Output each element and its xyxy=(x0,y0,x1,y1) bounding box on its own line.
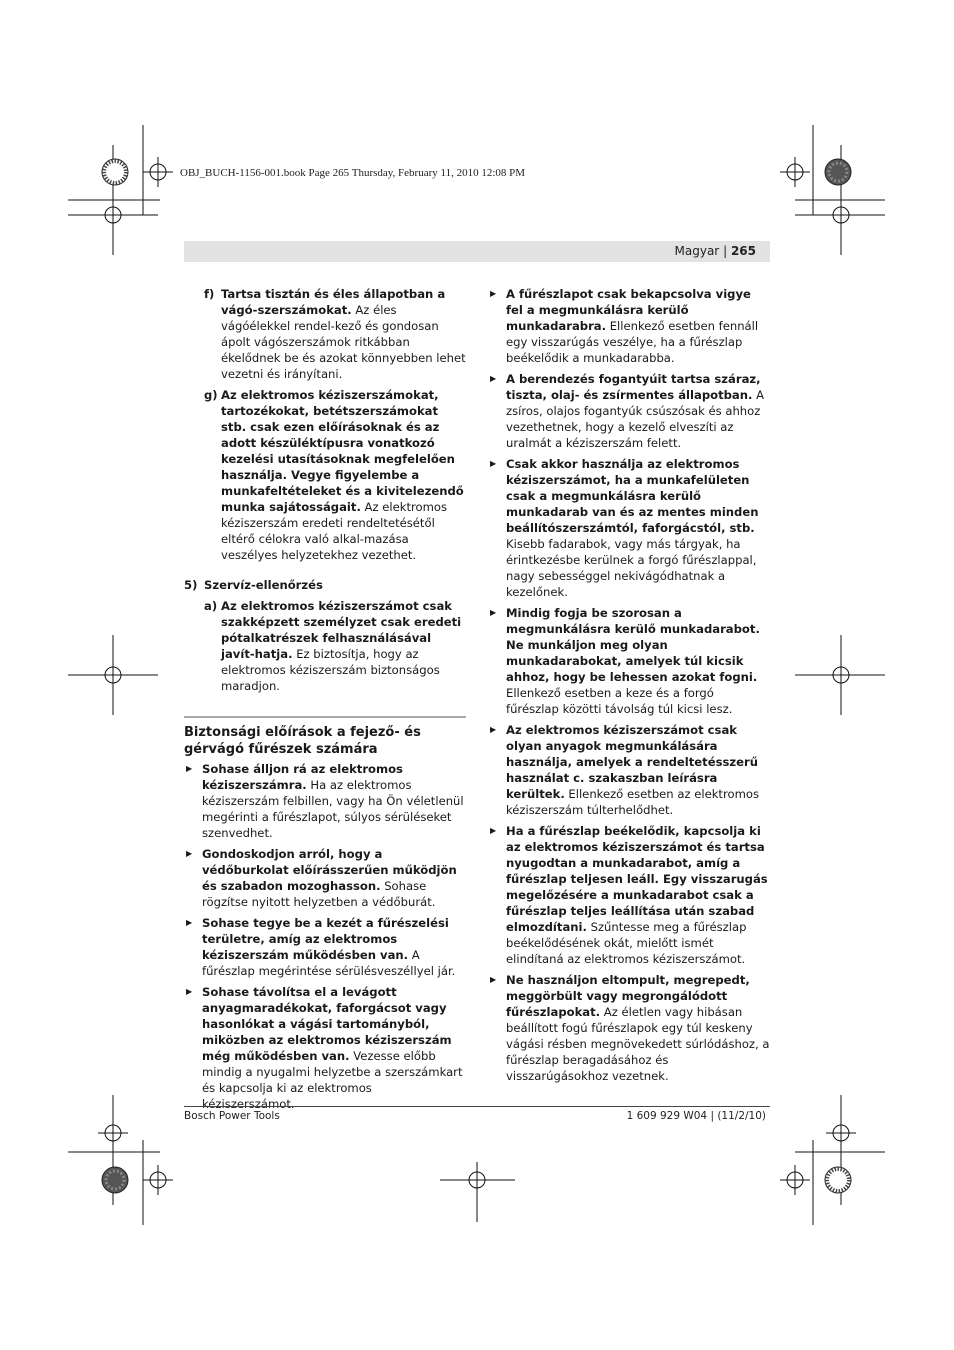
bullet-icon: ▶ xyxy=(490,975,497,984)
header-separator: | xyxy=(723,244,728,258)
bullet-icon: ▶ xyxy=(490,289,497,298)
bullet-bold-text: A berendezés fogantyúit tartsa száraz, tiszta, olaj- és zsírmentes állapotban. xyxy=(506,372,761,402)
bullet-icon: ▶ xyxy=(186,918,193,927)
bullet-text: A fűrészlap megérintése sérülésveszéllyel jár. xyxy=(202,948,456,978)
header-text xyxy=(675,244,756,258)
bullet-text: Ha az elektromos kéziszerszám felbillen, vagy ha Ön véletlenül megérinti a fűrészlapot, súlyos sérüléseket szenvedhet. xyxy=(202,778,464,840)
item-marker: a) xyxy=(204,599,218,613)
bullet-text: Ellenkező esetben a keze és a forgó fűrészlap közötti távolság túl kicsi lesz. xyxy=(506,686,733,716)
item-text: Az éles vágóélekkel rendel-kező és gondosan ápolt vágószerszámok ritkábban ékelődnek be és azokat könnyebben lehet vezetni és irányítani. xyxy=(221,303,466,381)
section-5-title: Szervíz-ellenőrzés xyxy=(204,578,323,592)
list-item xyxy=(184,598,466,694)
bullet-item xyxy=(488,456,770,600)
bullet-bold-text: Az elektromos kéziszerszámot csak olyan anyagok megmunkálására használja, amelyek a rendeltetésszerű használat c. szakaszban leírásra kerültek. xyxy=(506,723,758,801)
section-marker: 5) xyxy=(184,578,198,592)
bullet-bold-text: Ha a fűrészlap beékelődik, kapcsolja ki az elektromos kéziszerszámot és tartsa nyugodtan a munkadarabot, amíg a fűrészlap teljesen leáll. Egy visszarugás megelőzésére a munkadarabot csak a fűrészlap teljes leállítása után szabad elmozdítani. xyxy=(506,824,768,934)
bullet-text: Ellenkező esetben fennáll egy visszarúgás veszélye, ha a fűrészlap beékelődik a munkadarabba. xyxy=(506,319,759,365)
footer-divider xyxy=(184,1106,770,1107)
section-divider xyxy=(184,716,466,718)
bullet-item xyxy=(184,915,466,979)
bullet-text: Az életlen vagy hibásan beállított fogú fűrészlapok egy túl keskeny vágási résben megnövekedett súrlódáshoz, a fűrészlap beragadásához és visszarúgásokhoz vezetnek. xyxy=(506,1005,770,1083)
footer-brand: Bosch Power Tools xyxy=(184,1110,280,1122)
page-number: 265 xyxy=(730,244,756,258)
bullet-icon: ▶ xyxy=(490,725,497,734)
item-text: Az elektromos kéziszerszám eredeti rendeltetésétől eltérő célokra való alkal-mazása veszélyes helyzetekhez vezethet. xyxy=(221,500,448,562)
item-bold-text: Tartsa tisztán és éles állapotban a vágó-szerszámokat. xyxy=(221,287,446,317)
bullet-bold-text: Csak akkor használja az elektromos kéziszerszámot, ha a munkafelületen csak a megmunkálásra kerülő munkadarab van és az mentes minden beállítószerszámtól, faforgácstól, stb. xyxy=(506,457,759,535)
bullet-bold-text: Sohase távolítsa el a levágott anyagmaradékokat, faforgácsot vagy hasonlókat a vágási tartományból, miközben az elektromos kéziszerszám még működésben van. xyxy=(202,985,452,1063)
bullet-icon: ▶ xyxy=(490,374,497,383)
item-text: Ez biztosítja, hogy az elektromos kéziszerszám biztonságos maradjon. xyxy=(221,647,440,693)
bullet-bold-text: Sohase tegye be a kezét a fűrészelési területre, amíg az elektromos kéziszerszám működésben van. xyxy=(202,916,449,962)
right-column xyxy=(488,286,770,1089)
bullet-item xyxy=(184,761,466,841)
bullet-item xyxy=(184,846,466,910)
bullet-item xyxy=(488,722,770,818)
bullet-icon: ▶ xyxy=(186,849,193,858)
header-language: Magyar xyxy=(674,244,720,258)
list-item xyxy=(184,387,466,563)
section-5-heading xyxy=(184,577,466,593)
bullet-item xyxy=(488,823,770,967)
bullet-text: A zsíros, olajos fogantyúk csúszósak és ahhoz vezethetnek, hogy a kezelő elveszíti az uralmát a kéziszerszám felett. xyxy=(506,388,765,450)
bullet-text: Szűntesse meg a fűrészlap beékelődésének okát, mielőtt ismét elindítaná az elektromos kéziszerszámot. xyxy=(506,920,747,966)
bullet-icon: ▶ xyxy=(490,826,497,835)
bullet-item xyxy=(184,984,466,1112)
bullet-item xyxy=(488,972,770,1084)
bullet-text: Ellenkező esetben az elektromos kéziszerszám túlterhelődhet. xyxy=(506,787,759,817)
item-marker: f) xyxy=(204,287,215,301)
bullet-bold-text: Gondoskodjon arról, hogy a védőburkolat előírásszerűen működjön és szabadon mozoghasson. xyxy=(202,847,457,893)
bullet-item xyxy=(488,605,770,717)
bullet-icon: ▶ xyxy=(490,608,497,617)
bullet-icon: ▶ xyxy=(186,764,193,773)
bullet-bold-text: Sohase álljon rá az elektromos kéziszerszámra. xyxy=(202,762,403,792)
bullet-item xyxy=(488,286,770,366)
left-column xyxy=(184,286,466,1117)
item-bold-text: Az elektromos kéziszerszámot csak szakképzett személyzet csak eredeti pótalkatrészek felhasználásával javít-hatja. xyxy=(221,599,462,661)
bullet-text: Vezesse előbb mindig a nyugalmi helyzetbe a szerszámkart és kapcsolja ki az elektromos kéziszerszámot. xyxy=(202,1049,463,1111)
item-marker: g) xyxy=(204,388,218,402)
print-slug: OBJ_BUCH-1156-001.book Page 265 Thursday, February 11, 2010 12:08 PM xyxy=(180,167,526,179)
section-title: Biztonsági előírások a fejező- és gérvágó fűrészek számára xyxy=(184,725,421,757)
list-item xyxy=(184,286,466,382)
bullet-icon: ▶ xyxy=(186,987,193,996)
bullet-bold-text: Ne használjon eltompult, megrepedt, meggörbült vagy megrongálódott fűrészlapokat. xyxy=(506,973,750,1019)
footer-doc-number: 1 609 929 W04 | (11/2/10) xyxy=(626,1110,766,1122)
bullet-item xyxy=(488,371,770,451)
bullet-bold-text: Mindig fogja be szorosan a megmunkálásra kerülő munkadarabot. Ne munkáljon meg olyan munkadarabokat, amelyek túl kicsik ahhoz, hogy be lehessen azokat fogni. xyxy=(506,606,760,684)
bullet-icon: ▶ xyxy=(490,459,497,468)
item-bold-text: Az elektromos kéziszerszámokat, tartozékokat, betétszerszámokat stb. csak ezen előírásoknak és az adott készüléktípusra vonatkozó kezelési utasításoknak megfelelően használja. Vegye figyelembe a munkafeltételeket és a kivitelezendő munka sajátosságait. xyxy=(221,388,464,514)
page-header xyxy=(184,241,770,262)
bullet-text: Sohase rögzítse nyitott helyzetben a védőburát. xyxy=(202,879,436,909)
bullet-text: Kisebb fadarabok, vagy más tárgyak, ha érintkezésbe kerülnek a forgó fűrészlappal, nagy sebességgel nekivágódhatnak a kezelőnek. xyxy=(506,537,757,599)
bullet-bold-text: A fűrészlapot csak bekapcsolva vigye fel a megmunkálásra kerülő munkadarabra. xyxy=(506,287,751,333)
